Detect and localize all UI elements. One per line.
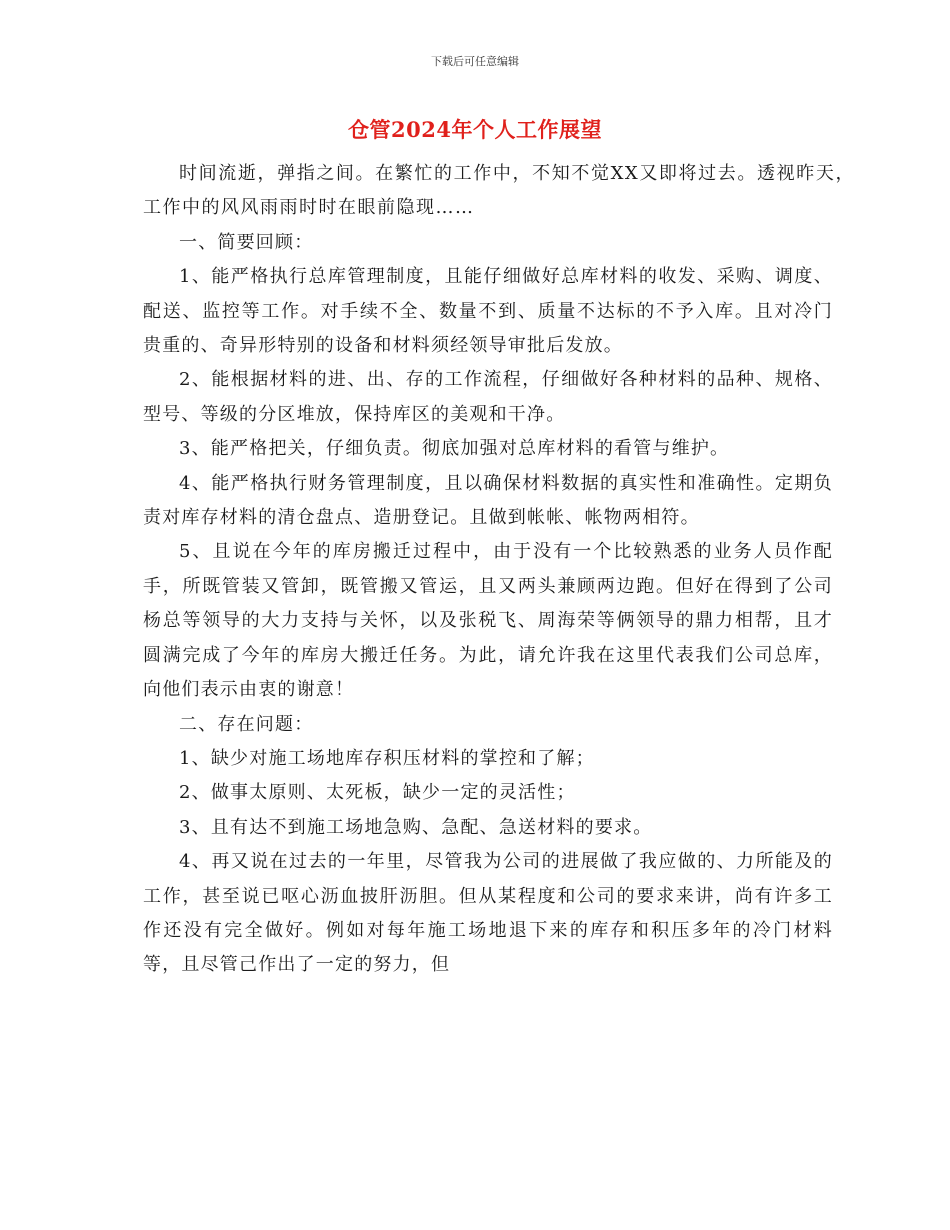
paragraph-problem-2: 2、做事太原则、太死板，缺少一定的灵活性； [179,782,576,804]
document-body [143,157,855,983]
paragraph-problem-3: 3、且有达不到施工场地急购、急配、急送材料的要求。 [179,816,653,838]
section-heading-problems: 二、存在问题： [179,713,314,735]
paragraph-review-4: 4、能严格执行财务管理制度，且以确保材料数据的真实性和准确性。定期负责对库存材料的清仓盘点、造册登记。且做到帐帐、帐物两相符。 [143,472,833,529]
document-title: 仓管2024年个人工作展望 [348,117,602,142]
paragraph-review-5: 5、且说在今年的库房搬迁过程中，由于没有一个比较熟悉的业务人员作配手，所既管装又管卸，既管搬又管运，且又两头兼顾两边跑。但好在得到了公司杨总等领导的大力支持与关怀，以及张税飞、周海荣等俩领导的鼎力相帮，且才圆满完成了今年的库房大搬迁任务。为此，请允许我在这里代表我们公司总库，向他们表示由衷的谢意！ [143,541,833,701]
paragraph-problem-1: 1、缺少对施工场地库存积压材料的掌控和了解； [179,747,595,769]
paragraph-intro: 时间流逝，弹指之间。在繁忙的工作中，不知不觉XX又即将过去。透视昨天，工作中的风风雨雨时时在眼前隐现…… [143,163,855,219]
section-heading-review: 一、简要回顾： [179,231,314,253]
paragraph-review-3: 3、能严格把关，仔细负责。彻底加强对总库材料的看管与维护。 [179,438,730,460]
paragraph-review-1: 1、能严格执行总库管理制度，且能仔细做好总库材料的收发、采购、调度、配送、监控等工作。对手续不全、数量不到、质量不达标的不予入库。且对冷门贵重的、奇异形特别的设备和材料须经领导审批后发放。 [143,266,833,357]
paragraph-problem-4: 4、再又说在过去的一年里，尽管我为公司的进展做了我应做的、力所能及的工作，甚至说已呕心沥血披肝沥胆。但从某程度和公司的要求来讲，尚有许多工作还没有完全做好。例如对每年施工场地退下来的库存和积压多年的冷门材料等，且尽管己作出了一定的努力，但 [143,851,833,976]
paragraph-review-2: 2、能根据材料的进、出、存的工作流程，仔细做好各种材料的品种、规格、型号、等级的分区堆放，保持库区的美观和干净。 [143,369,833,425]
header-note: 下载后可任意编辑 [431,55,519,68]
